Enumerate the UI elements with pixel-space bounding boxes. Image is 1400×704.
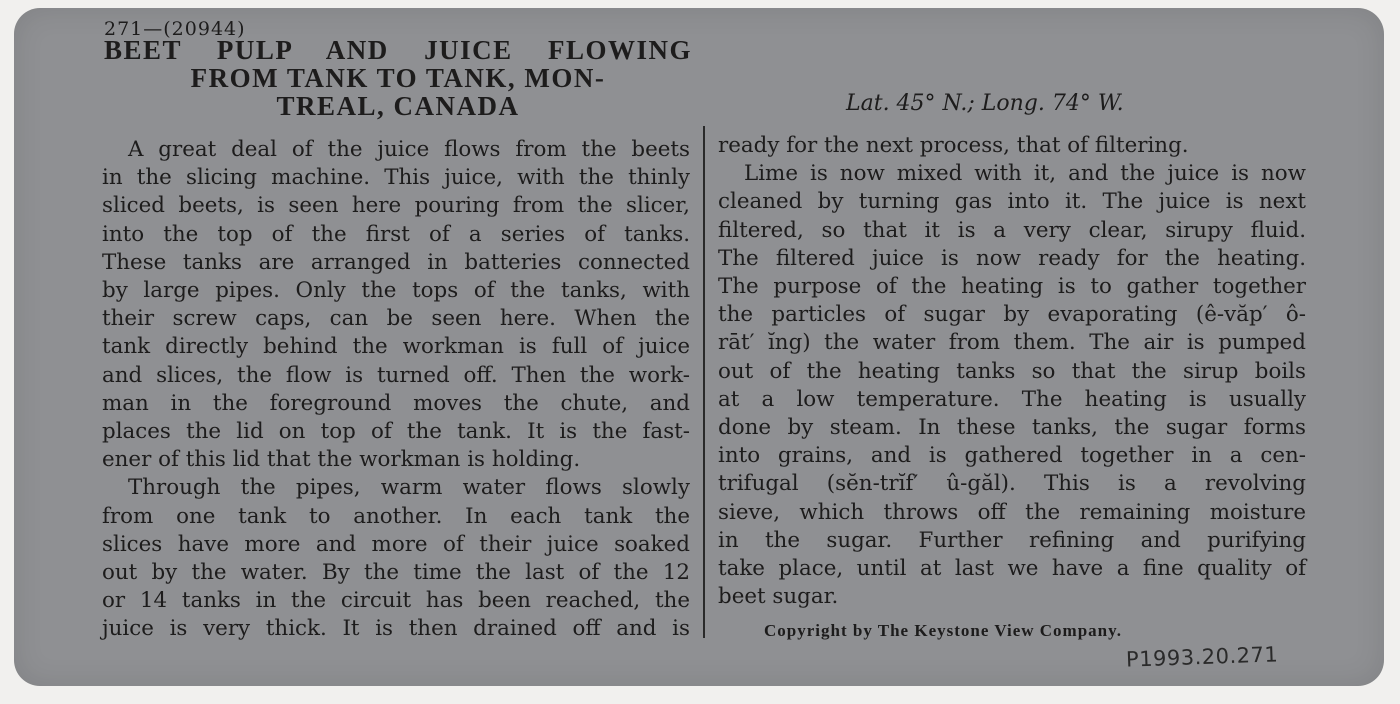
right-text-column — [718, 132, 1306, 611]
text-line: The filtered juice is now ready for the heating. — [718, 245, 1306, 271]
text-line: tank directly behind the workman is full of juice — [102, 334, 690, 360]
text-line: Through the pipes, warm water flows slowly — [128, 475, 690, 501]
text-line: by large pipes. Only the tops of the tanks, with — [102, 278, 690, 304]
title-line-2: FROM TANK TO TANK, MON- — [190, 63, 606, 93]
text-line: their screw caps, can be seen here. When the — [102, 306, 690, 332]
column-divider — [703, 126, 705, 638]
text-line: A great deal of the juice flows from the beets — [128, 137, 690, 162]
text-line: beet sugar. — [718, 584, 839, 610]
text-line: juice is very thick. It is then drained off and is — [102, 616, 690, 642]
text-line: Lime is now mixed with it, and the juice is now — [744, 161, 1306, 187]
text-line: sliced beets, is seen here pouring from the slicer, — [102, 193, 690, 219]
text-line: The purpose of the heating is to gather together — [718, 274, 1306, 300]
text-line: into the top of the first of a series of tanks. — [102, 221, 690, 247]
text-line: and slices, the flow is turned off. Then the work- — [102, 362, 690, 388]
text-line: ener of this lid that the workman is holding. — [102, 447, 581, 473]
text-line: take place, until at last we have a fine quality of — [718, 556, 1306, 582]
text-line: trifugal (sĕn-trĭf′ û-găl). This is a revolving — [718, 471, 1306, 497]
text-line: out by the water. By the time the last of the 12 — [102, 560, 690, 586]
catalog-number: 271—(20944) — [104, 18, 246, 40]
text-line: the particles of sugar by evaporating (ê-văp′ ô- — [718, 302, 1306, 328]
text-line: filtered, so that it is a very clear, sirupy fluid. — [718, 217, 1306, 243]
text-line: from one tank to another. In each tank the — [102, 503, 690, 529]
text-line: rāt′ ĭng) the water from them. The air is pumped — [718, 330, 1306, 356]
text-line: cleaned by turning gas into it. The juice is next — [718, 189, 1306, 215]
coordinates: Lat. 45° N.; Long. 74° W. — [846, 91, 1124, 116]
text-line: in the sugar. Further refining and purifying — [718, 527, 1306, 553]
text-line: or 14 tanks in the circuit has been reached, the — [102, 588, 690, 614]
stereoview-card-back — [14, 8, 1384, 686]
text-line: into grains, and is gathered together in a cen- — [718, 443, 1306, 469]
copyright-notice: Copyright by The Keystone View Company. — [764, 621, 1122, 640]
text-line: at a low temperature. The heating is usually — [718, 386, 1306, 412]
text-line: out of the heating tanks so that the sirup boils — [718, 358, 1306, 384]
text-line: in the slicing machine. This juice, with the thinly — [102, 165, 690, 191]
text-line: man in the foreground moves the chute, and — [102, 390, 690, 416]
text-line: slices have more and more of their juice soaked — [102, 531, 690, 557]
accession-number: P1993.20.271 — [1125, 642, 1279, 672]
card-title — [104, 36, 692, 120]
left-text-column — [102, 136, 690, 644]
title-line-3: TREAL, CANADA — [276, 91, 520, 121]
text-line: done by steam. In these tanks, the sugar forms — [718, 415, 1306, 441]
text-line: ready for the next process, that of filtering. — [718, 133, 1189, 158]
text-line: These tanks are arranged in batteries connected — [102, 249, 690, 275]
text-line: places the lid on top of the tank. It is the fast- — [102, 419, 690, 445]
title-line-1: BEET PULP AND JUICE FLOWING — [104, 35, 692, 65]
text-line: sieve, which throws off the remaining moisture — [718, 499, 1306, 525]
